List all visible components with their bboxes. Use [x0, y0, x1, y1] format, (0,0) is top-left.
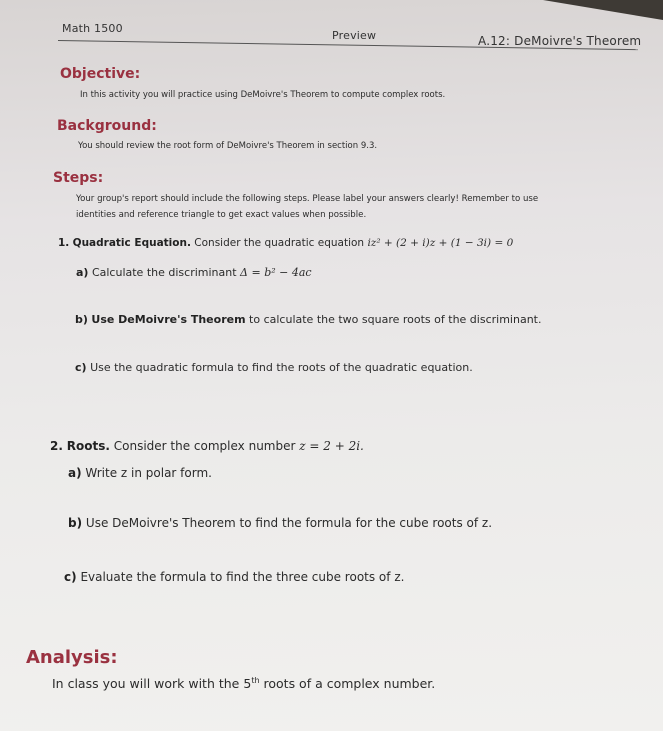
question-2a-label: a)	[68, 466, 82, 480]
discriminant-formula: Δ = b² − 4ac	[240, 266, 312, 279]
question-1-number: 1.	[58, 237, 70, 249]
question-1-text: Consider the quadratic equation	[194, 237, 365, 249]
question-1b	[75, 313, 541, 326]
question-2c-text: Evaluate the formula to find the three cube roots of z.	[80, 570, 405, 584]
analysis-text-post: roots of a complex number.	[259, 676, 436, 692]
question-1	[58, 237, 513, 249]
background-heading: Background:	[57, 118, 157, 134]
question-2c	[64, 570, 404, 584]
question-1b-label: b)	[75, 313, 88, 326]
question-1c-label: c)	[75, 361, 87, 374]
activity-title: A.12: DeMoivre's Theorem	[478, 34, 642, 48]
question-2	[50, 439, 364, 453]
analysis-text	[52, 676, 435, 691]
analysis-text-pre: In class you will work with the 5	[52, 676, 252, 692]
question-2-title: Roots.	[66, 439, 110, 453]
objective-text: In this activity you will practice using DeMoivre's Theorem to compute complex roots.	[80, 90, 446, 100]
preview-label: Preview	[332, 29, 377, 42]
question-1b-bold: Use DeMoivre's Theorem	[91, 313, 246, 326]
analysis-heading: Analysis:	[26, 647, 118, 668]
question-2b-label: b)	[68, 516, 83, 530]
question-2-text: Consider the complex number	[113, 439, 296, 453]
question-2-equation: z = 2 + 2i.	[299, 439, 364, 453]
course-label: Math 1500	[62, 22, 123, 35]
question-2a-text: Write z in polar form.	[85, 466, 212, 480]
question-2c-label: c)	[64, 570, 77, 584]
question-1-title: Quadratic Equation.	[72, 237, 191, 249]
objective-heading: Objective:	[60, 66, 141, 82]
question-1a-label: a)	[76, 266, 89, 279]
question-1-equation: iz² + (2 + i)z + (1 − 3i) = 0	[367, 237, 514, 249]
steps-text-line2: identities and reference triangle to get exact values when possible.	[76, 210, 367, 220]
steps-heading: Steps:	[53, 170, 104, 186]
question-2b-text: Use DeMoivre's Theorem to find the formula for the cube roots of z.	[85, 516, 493, 530]
question-1a-text: Calculate the discriminant	[91, 266, 237, 279]
background-text: You should review the root form of DeMoivre's Theorem in section 9.3.	[78, 141, 378, 151]
steps-text-line1: Your group's report should include the following steps. Please label your answers clearly! Remember to use	[76, 194, 539, 204]
question-1c	[75, 361, 473, 374]
question-2-number: 2.	[50, 439, 63, 453]
question-1b-text: to calculate the two square roots of the discriminant.	[249, 313, 542, 326]
analysis-superscript: th	[251, 676, 260, 685]
question-2b	[68, 516, 492, 530]
question-1a	[76, 266, 312, 279]
question-2a	[68, 466, 212, 480]
question-1c-text: Use the quadratic formula to find the roots of the quadratic equation.	[90, 361, 473, 374]
